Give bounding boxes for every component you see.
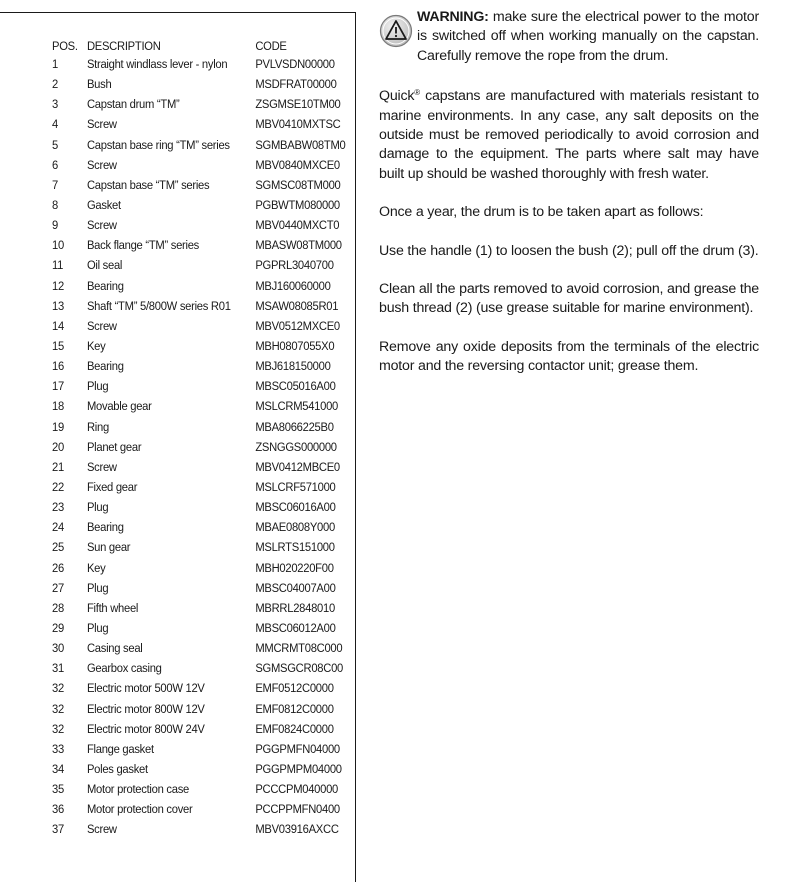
parts-table-row — [52, 517, 357, 537]
part-pos: 13 — [52, 298, 64, 313]
part-code: PVLVSDN00000 — [255, 57, 335, 72]
part-pos: 8 — [52, 198, 58, 213]
part-pos: 18 — [52, 399, 64, 414]
part-description: Plug — [86, 500, 109, 515]
part-pos: 12 — [52, 278, 64, 293]
parts-table-row — [52, 457, 357, 477]
part-description: Screw — [86, 218, 117, 233]
parts-table-row — [52, 255, 357, 275]
parts-table-row — [52, 819, 357, 839]
part-description: Bush — [86, 77, 112, 92]
part-description: Sun gear — [86, 540, 131, 555]
maintenance-text — [379, 8, 759, 377]
parts-table-row — [52, 779, 357, 799]
parts-table-row — [52, 114, 357, 134]
part-pos: 32 — [52, 721, 64, 736]
parts-table-row — [52, 437, 357, 457]
part-description: Motor protection case — [86, 782, 189, 797]
part-description: Plug — [86, 621, 109, 635]
registered-mark: ® — [414, 88, 420, 98]
part-description: Fifth wheel — [86, 600, 139, 615]
warning-block — [379, 8, 759, 66]
part-pos: 6 — [52, 157, 58, 172]
parts-table-row — [52, 396, 357, 416]
part-description: Electric motor 800W 12V — [86, 701, 205, 716]
part-code: PGGPMPM04000 — [255, 761, 342, 776]
part-description: Shaft “TM” 5/800W series R01 — [86, 298, 231, 313]
part-pos: 34 — [52, 761, 64, 776]
part-code: MBSC06016A00 — [255, 500, 336, 515]
part-pos: 21 — [52, 459, 64, 474]
part-code: MBJ618150000 — [255, 359, 331, 374]
parts-table-row — [52, 739, 357, 759]
part-pos: 11 — [52, 258, 64, 273]
part-pos: 9 — [52, 218, 58, 233]
part-code: MBV0512MXCE0 — [255, 318, 340, 333]
part-code: MBA8066225B0 — [255, 419, 334, 434]
part-description: Ring — [86, 419, 109, 434]
part-description: Fixed gear — [86, 480, 138, 495]
part-code: MBSC05016A00 — [255, 379, 336, 394]
part-description: Screw — [86, 117, 117, 132]
parts-table-row — [52, 175, 357, 195]
part-description: Plug — [86, 379, 109, 394]
parts-table-row — [52, 558, 357, 578]
part-pos: 35 — [52, 782, 64, 797]
part-pos: 20 — [52, 439, 64, 454]
part-pos: 17 — [52, 379, 64, 394]
paragraph-disassembly: Once a year, the drum is to be taken apart as follows: — [379, 204, 704, 221]
part-description: Bearing — [86, 278, 124, 293]
part-pos: 16 — [52, 359, 64, 374]
part-pos: 30 — [52, 641, 64, 656]
part-pos: 22 — [52, 480, 64, 495]
parts-table-row — [52, 719, 357, 739]
parts-table-row — [52, 537, 357, 557]
parts-table-row — [52, 336, 357, 356]
parts-table-row — [52, 699, 357, 719]
part-description: Bearing — [86, 520, 124, 535]
part-pos: 4 — [52, 117, 58, 132]
part-code: MSAW08085R01 — [255, 298, 339, 313]
part-description: Oil seal — [86, 258, 123, 273]
part-pos: 23 — [52, 500, 64, 515]
part-description: Electric motor 500W 12V — [86, 681, 205, 696]
parts-table-row — [52, 135, 357, 155]
part-description: Screw — [86, 318, 117, 333]
part-code: MBH020220F00 — [255, 560, 334, 575]
parts-table-row — [52, 759, 357, 779]
paragraph-clean-grease: Clean all the parts removed to avoid corrosion, and grease the bush thread (2) (use grease suitable for marine environment). — [379, 281, 759, 317]
part-code: MSLCRF571000 — [255, 480, 336, 495]
parts-table-row — [52, 618, 357, 638]
part-code: MBH0807055X0 — [255, 339, 335, 354]
part-pos: 32 — [52, 681, 64, 696]
part-pos: 19 — [52, 419, 64, 434]
part-description: Capstan base ring “TM” series — [86, 137, 230, 152]
part-code: MBV0410MXTSC — [255, 117, 341, 132]
part-pos: 33 — [52, 741, 64, 756]
parts-table-row — [52, 316, 357, 336]
parts-table-row — [52, 54, 357, 74]
parts-table — [52, 37, 357, 839]
parts-table-row — [52, 74, 357, 94]
part-description: Key — [86, 339, 106, 354]
part-description: Plug — [86, 580, 109, 595]
part-code: MBRRL2848010 — [255, 600, 335, 615]
part-description: Key — [86, 560, 106, 575]
parts-table-row — [52, 356, 357, 376]
parts-table-row — [52, 598, 357, 618]
part-code: MSLRTS151000 — [255, 540, 335, 555]
header-description: DESCRIPTION — [86, 38, 161, 53]
part-code: PGPRL3040700 — [255, 258, 334, 273]
part-description: Capstan drum “TM” — [86, 97, 180, 112]
part-code: PGBWTM080000 — [255, 198, 340, 213]
part-pos: 3 — [52, 97, 58, 112]
parts-table-row — [52, 195, 357, 215]
part-description: Screw — [86, 157, 117, 172]
part-pos: 27 — [52, 580, 64, 595]
part-code: MBV0840MXCE0 — [255, 157, 340, 172]
part-pos: 36 — [52, 802, 64, 817]
parts-table-row — [52, 578, 357, 598]
parts-table-row — [52, 276, 357, 296]
parts-table-row — [52, 215, 357, 235]
part-description: Screw — [86, 822, 117, 837]
part-pos: 5 — [52, 137, 58, 152]
header-code: CODE — [255, 38, 287, 53]
part-code: EMF0824C0000 — [255, 721, 334, 736]
part-description: Back flange “TM” series — [86, 238, 200, 253]
part-pos: 28 — [52, 600, 64, 615]
part-pos: 2 — [52, 77, 58, 92]
part-pos: 24 — [52, 520, 64, 535]
part-pos: 31 — [52, 661, 64, 676]
part-description: Gearbox casing — [86, 661, 162, 676]
warning-label: WARNING: — [417, 9, 489, 25]
part-description: Movable gear — [86, 399, 152, 414]
parts-table-row — [52, 235, 357, 255]
parts-table-row — [52, 376, 357, 396]
part-description: Capstan base “TM” series — [86, 177, 210, 192]
part-code: PCCPPMFN0400 — [255, 802, 340, 817]
paragraph-loosen-bush: Use the handle (1) to loosen the bush (2); pull off the drum (3). — [379, 242, 759, 259]
parts-table-row — [52, 417, 357, 437]
brand-name: Quick — [379, 88, 415, 105]
part-description: Motor protection cover — [86, 802, 193, 817]
part-description: Flange gasket — [86, 741, 154, 756]
part-code: MBV0412MBCE0 — [255, 459, 340, 474]
part-pos: 14 — [52, 318, 64, 333]
part-pos: 26 — [52, 560, 64, 575]
part-description: Planet gear — [86, 439, 142, 454]
part-code: MBASW08TM000 — [255, 238, 342, 253]
part-code: SGMSC08TM000 — [255, 177, 341, 192]
part-code: EMF0512C0000 — [255, 681, 334, 696]
part-code: MBJ160060000 — [255, 278, 331, 293]
part-code: MBAE0808Y000 — [255, 520, 335, 535]
part-description: Screw — [86, 459, 117, 474]
part-code: ZSGMSE10TM00 — [255, 97, 341, 112]
parts-table-row — [52, 94, 357, 114]
part-code: MMCRMT08C000 — [255, 641, 343, 656]
part-code: PCCCPM040000 — [255, 782, 339, 797]
part-pos: 7 — [52, 177, 58, 192]
parts-table-row — [52, 678, 357, 698]
paragraph-oxide-removal: Remove any oxide deposits from the terminals of the electric motor and the reversing contactor unit; grease them. — [379, 338, 759, 375]
part-pos: 10 — [52, 238, 64, 253]
header-pos: POS. — [52, 38, 78, 53]
part-code: SGMBABW08TM0 — [255, 137, 346, 152]
part-code: ZSNGGS000000 — [255, 439, 337, 454]
parts-table-row — [52, 638, 357, 658]
parts-table-row — [52, 497, 357, 517]
part-pos: 32 — [52, 701, 64, 716]
parts-table-row — [52, 799, 357, 819]
part-description: Poles gasket — [86, 761, 148, 776]
part-pos: 1 — [52, 57, 58, 72]
warning-triangle-icon — [379, 14, 413, 48]
part-code: EMF0812C0000 — [255, 701, 334, 716]
parts-table-row — [52, 477, 357, 497]
intro-paragraph — [379, 87, 759, 184]
part-pos: 37 — [52, 822, 64, 837]
parts-table-header — [52, 37, 357, 54]
part-description: Casing seal — [86, 641, 143, 656]
parts-table-row — [52, 155, 357, 175]
part-pos: 29 — [52, 621, 64, 635]
part-description: Gasket — [86, 198, 121, 213]
part-code: PGGPMFN04000 — [255, 741, 340, 756]
parts-table-row — [52, 296, 357, 316]
parts-table-row — [52, 658, 357, 678]
part-description: Electric motor 800W 24V — [86, 721, 205, 736]
part-code: MSLCRM541000 — [255, 399, 339, 414]
parts-table-body — [52, 54, 357, 839]
part-code: MBSC04007A00 — [255, 580, 336, 595]
part-code: MBSC06012A00 — [255, 621, 336, 635]
part-code: SGMSGCR08C00 — [255, 661, 343, 676]
part-code: MBV03916AXCC — [255, 822, 339, 837]
part-pos: 15 — [52, 339, 64, 354]
part-code: MBV0440MXCT0 — [255, 218, 340, 233]
part-pos: 25 — [52, 540, 64, 555]
warning-text: make sure the electrical power to the motor is switched off when working manually on the capstan. Carefully remove the rope from the drum. — [417, 9, 759, 64]
part-description: Straight windlass lever - nylon — [86, 57, 228, 72]
part-code: MSDFRAT00000 — [255, 77, 337, 92]
intro-text: capstans are manufactured with materials resistant to marine environments. In any case, any salt deposits on the outside must be removed periodically to avoid corrosion and damage to the equipment. The parts where salt may have built up should be washed thoroughly with fresh water. — [379, 88, 759, 182]
part-description: Bearing — [86, 359, 124, 374]
